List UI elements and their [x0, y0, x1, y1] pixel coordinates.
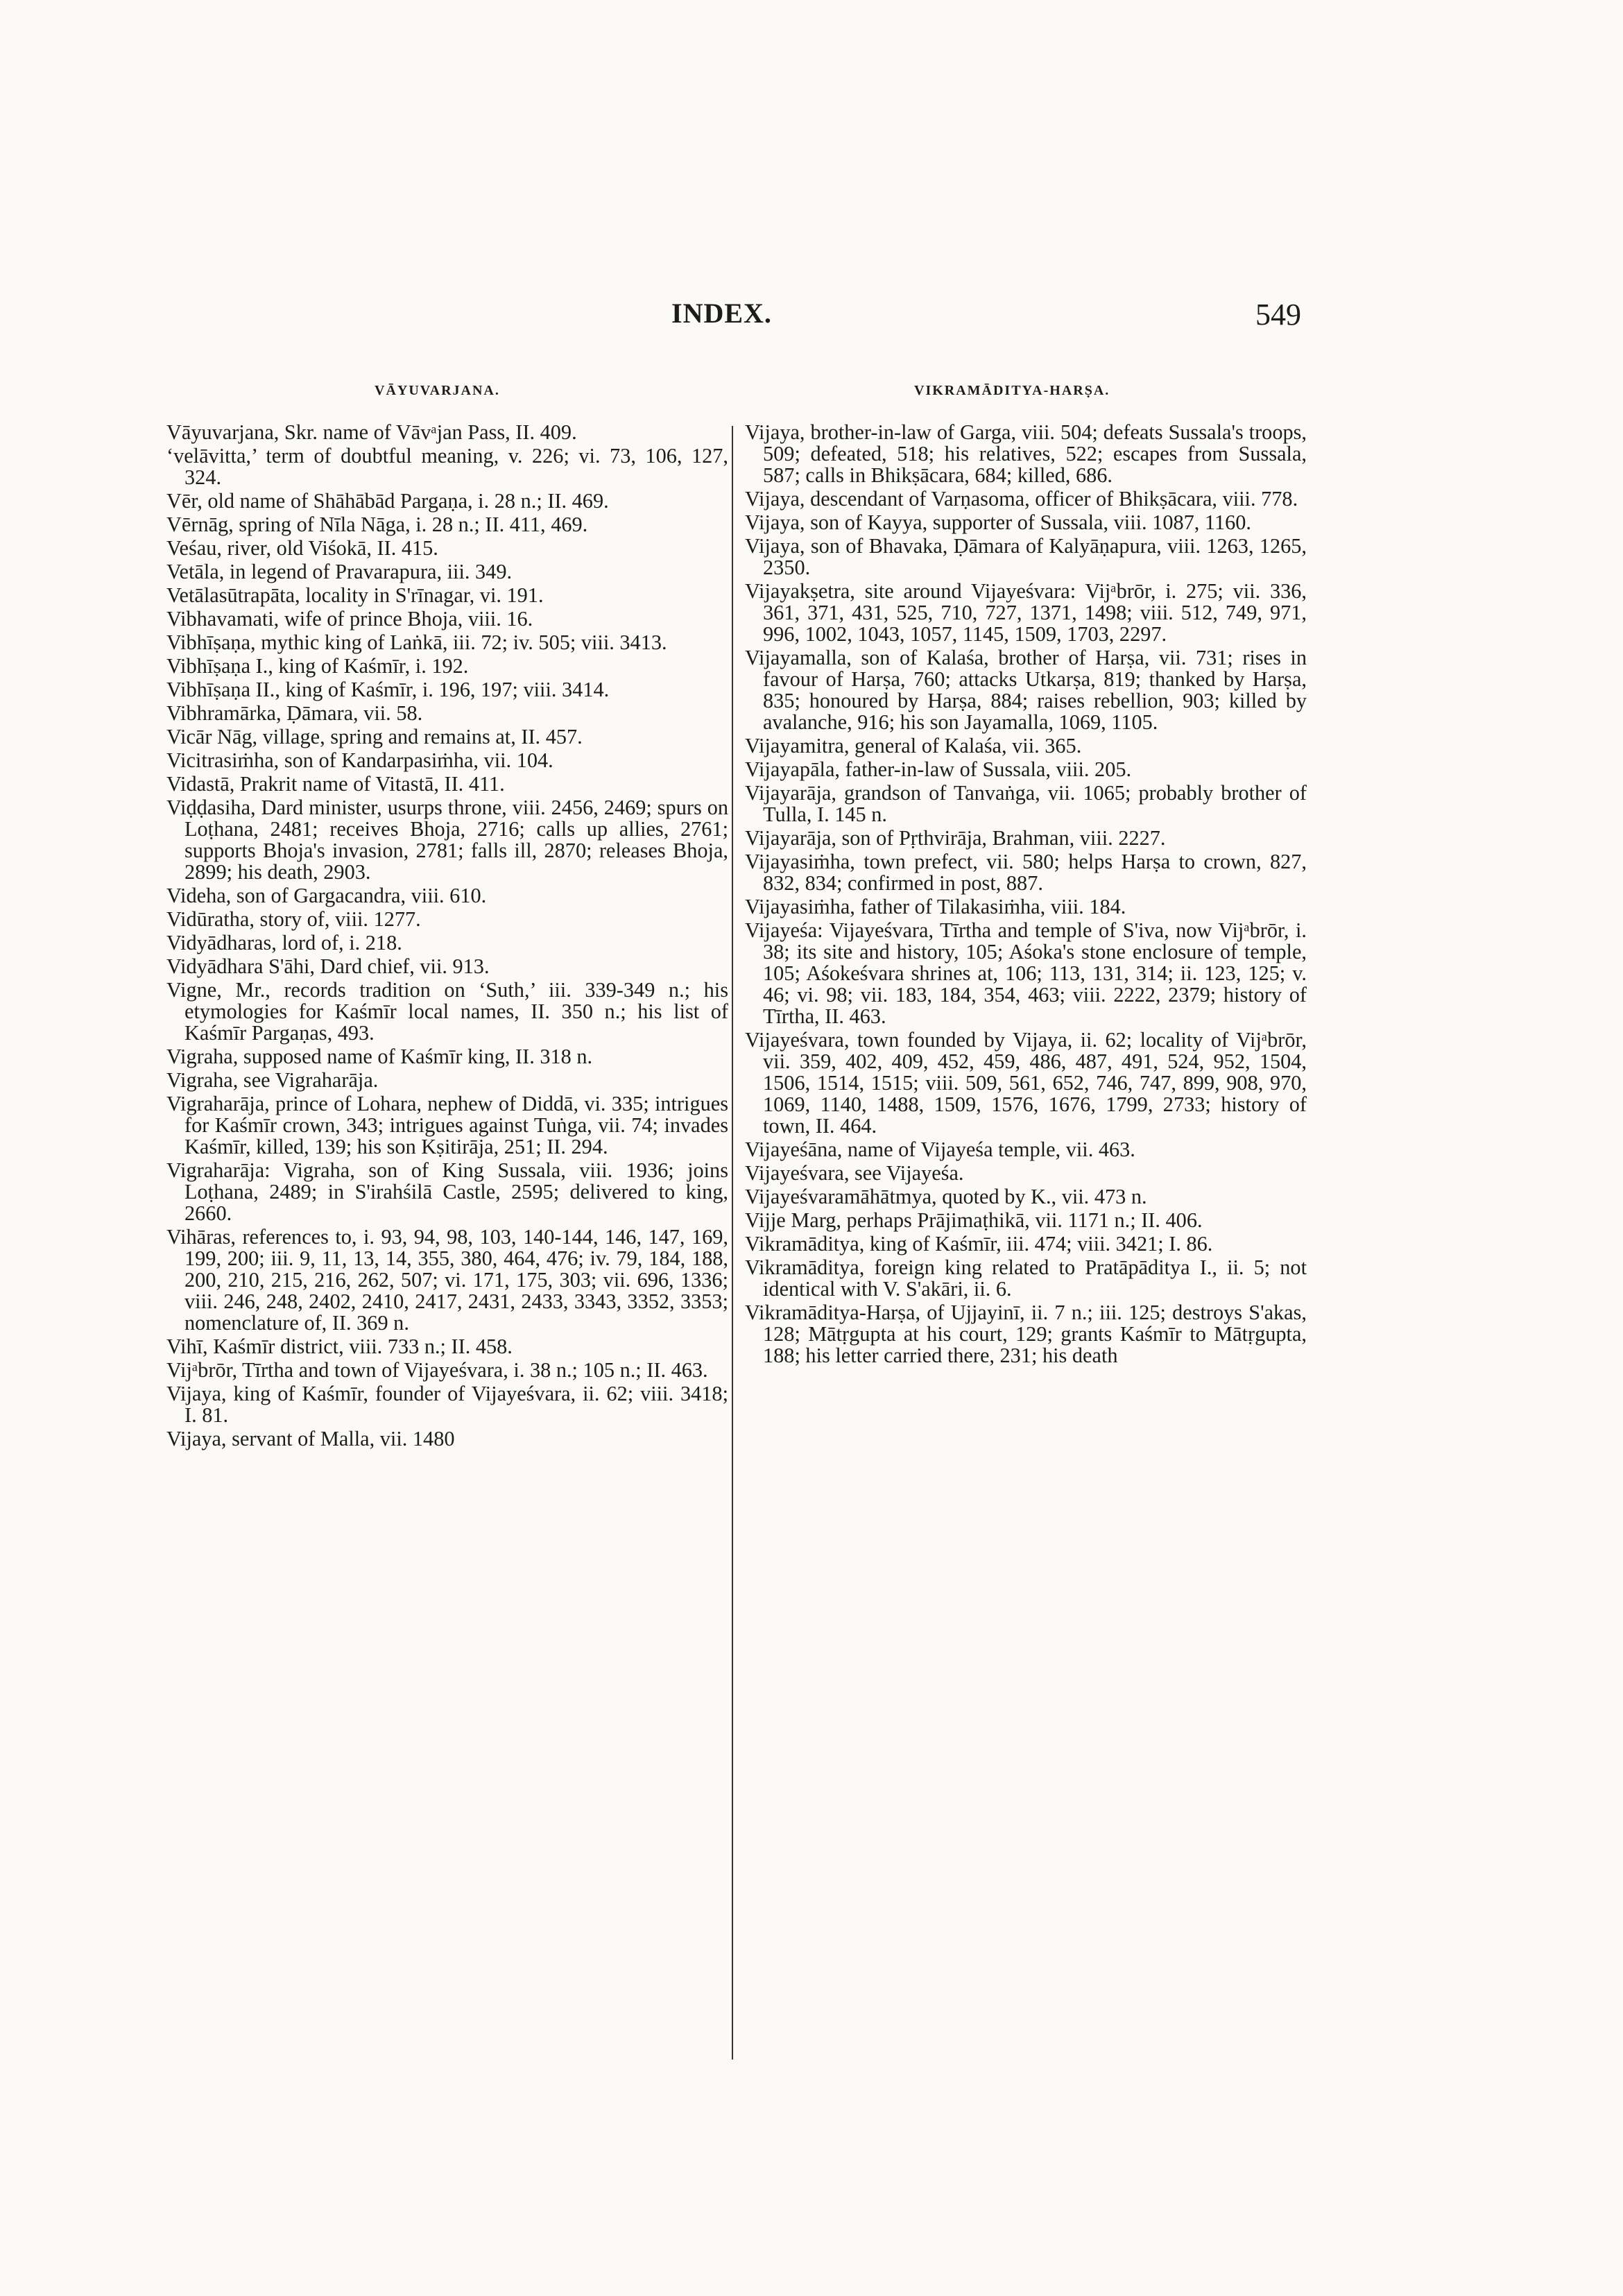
index-entry: Vāyuvarjana, Skr. name of Vāvᵃjan Pass, II. 409.: [166, 420, 577, 444]
index-entry: Vijaya, king of Kaśmīr, founder of Vijayeśvara, ii. 62; viii. 3418; I. 81.: [166, 1382, 728, 1427]
index-entry: Vijaya, brother-in-law of Garga, viii. 504; defeats Sussala's troops, 509; defeated, 518; his relatives, 522; escapes from Sussala, 587; calls in Bhikṣācara, 684; killed, 686.: [745, 420, 1307, 487]
index-entry: Vijayeśvaramāhātmya, quoted by K., vii. 473 n.: [745, 1185, 1147, 1208]
index-entry: Vidūratha, story of, viii. 1277.: [166, 907, 421, 931]
index-entry: Vijayeśa: Vijayeśvara, Tīrtha and temple of S'iva, now Vijᵃbrōr, i. 38; its site and history, 105; Aśoka's stone enclosure of temple, 105; Aśokeśvara shrines at, 106; 113, 131, 314; ii. 123, 125; v. 46; vi. 98; vii. 183, 184, 354, 463; viii. 2222, 2379; history of Tīrtha, II. 463.: [745, 918, 1307, 1028]
index-entry: Vibhīṣaṇa, mythic king of Laṅkā, iii. 72; iv. 505; viii. 3413.: [166, 631, 667, 654]
index-entry: Vijayapāla, father-in-law of Sussala, viii. 205.: [745, 757, 1132, 781]
index-entry: Vihī, Kaśmīr district, viii. 733 n.; II. 458.: [166, 1335, 513, 1358]
index-entry: Vibhīṣaṇa II., king of Kaśmīr, i. 196, 197; viii. 3414.: [166, 678, 610, 701]
index-entry: Vigne, Mr., records tradition on ‘Suth,’ iii. 339-349 n.; his etymologies for Kaśmīr local names, II. 350 n.; his list of Kaśmīr Pargaṇas, 493.: [166, 978, 728, 1045]
index-entry: Vijayarāja, grandson of Tanvaṅga, vii. 1065; probably brother of Tulla, I. 145 n.: [745, 781, 1307, 826]
index-entry: Vikramāditya, king of Kaśmīr, iii. 474; viii. 3421; I. 86.: [745, 1232, 1213, 1256]
index-entry: Vigraharāja, prince of Lohara, nephew of Diddā, vi. 335; intrigues for Kaśmīr crown, 343; intrigues against Tuṅga, vii. 74; invades Kaśmīr, killed, 139; his son Kṣitirāja, 251; II. 294.: [166, 1092, 728, 1158]
index-entry: Vijayeśāna, name of Vijayeśa temple, vii. 463.: [745, 1138, 1135, 1161]
index-entry: Vijayamitra, general of Kalaśa, vii. 365.: [745, 734, 1082, 757]
index-entry: Vetāla, in legend of Pravarapura, iii. 349.: [166, 560, 513, 583]
page-number: 549: [1255, 298, 1301, 332]
index-entry: Vijayasiṁha, father of Tilakasiṁha, viii. 184.: [745, 895, 1126, 918]
index-entry: Vijᵃbrōr, Tīrtha and town of Vijayeśvara, i. 38 n.; 105 n.; II. 463.: [166, 1358, 708, 1382]
index-column-right: [745, 422, 1307, 1369]
index-entry: Vijayarāja, son of Pṛthvirāja, Brahman, viii. 2227.: [745, 826, 1166, 850]
index-entry: Vihāras, references to, i. 93, 94, 98, 103, 140-144, 146, 147, 169, 199, 200; iii. 9, 11, 13, 14, 355, 380, 464, 476; iv. 79, 184, 188, 200, 210, 215, 216, 262, 507; vi. 171, 175, 303; vii. 696, 1336; viii. 246, 248, 2402, 2410, 2417, 2431, 2433, 3343, 3352, 3353; nomenclature of, II. 369 n.: [166, 1225, 728, 1335]
page-header: [0, 297, 1623, 345]
index-entry: Vijaya, son of Bhavaka, Ḍāmara of Kalyāṇapura, viii. 1263, 1265, 2350.: [745, 534, 1307, 579]
index-entry: Vibhīṣaṇa I., king of Kaśmīr, i. 192.: [166, 654, 469, 678]
index-entry: Vijayasiṁha, town prefect, vii. 580; helps Harṣa to crown, 827, 832, 834; confirmed in post, 887.: [745, 850, 1307, 895]
index-column-left: [166, 422, 728, 1452]
index-entry: Vijje Marg, perhaps Prājimaṭhikā, vii. 1171 n.; II. 406.: [745, 1208, 1203, 1232]
running-head-right: VIKRAMĀDITYA-HARṢA.: [914, 383, 1110, 398]
index-entry: Vigraha, supposed name of Kaśmīr king, II. 318 n.: [166, 1045, 593, 1068]
running-head-left: VĀYUVARJANA.: [375, 383, 500, 398]
index-entry: Vērnāg, spring of Nīla Nāga, i. 28 n.; II. 411, 469.: [166, 513, 588, 536]
index-entry: Vidyādharas, lord of, i. 218.: [166, 931, 402, 954]
index-entry: Vijaya, servant of Malla, vii. 1480: [166, 1427, 455, 1450]
index-entry: Vijayeśvara, see Vijayeśa.: [745, 1161, 964, 1185]
index-entry: Vijayamalla, son of Kalaśa, brother of Harṣa, vii. 731; rises in favour of Harṣa, 760; attacks Utkarṣa, 819; thanked by Harṣa, 835; honoured by Harṣa, 884; raises rebellion, 903; killed by avalanche, 916; his son Jayamalla, 1069, 1105.: [745, 646, 1307, 734]
index-entry: Vetālasūtrapāta, locality in S'rīnagar, vi. 191.: [166, 583, 544, 607]
index-entry: ‘velāvitta,’ term of doubtful meaning, v. 226; vi. 73, 106, 127, 324.: [166, 444, 728, 489]
index-entry: Vikramāditya-Harṣa, of Ujjayinī, ii. 7 n.; iii. 125; destroys S'akas, 128; Mātṛgupta at his court, 129; grants Kaśmīr to Mātṛgupta, 188; his letter carried there, 231; his death: [745, 1301, 1307, 1367]
index-entry: Vibhavamati, wife of prince Bhoja, viii. 16.: [166, 607, 533, 631]
index-entry: Vicār Nāg, village, spring and remains at, II. 457.: [166, 725, 583, 748]
index-entry: Viḍḍasiha, Dard minister, usurps throne, viii. 2456, 2469; spurs on Loṭhana, 2481; receives Bhoja, 2716; calls up allies, 2761; supports Bhoja's invasion, 2781; falls ill, 2870; releases Bhoja, 2899; his death, 2903.: [166, 796, 728, 884]
index-entry: Veśau, river, old Viśokā, II. 415.: [166, 536, 438, 560]
index-entry: Vibhramārka, Ḍāmara, vii. 58.: [166, 701, 423, 725]
index-entry: Vijayakṣetra, site around Vijayeśvara: Vijᵃbrōr, i. 275; vii. 336, 361, 371, 431, 525, 710, 727, 1371, 1498; viii. 512, 749, 971, 996, 1002, 1043, 1057, 1145, 1509, 1703, 2297.: [745, 579, 1307, 646]
index-entry: Vikramāditya, foreign king related to Pratāpāditya I., ii. 5; not identical with V. S'akāri, ii. 6.: [745, 1256, 1307, 1301]
index-entry: Vijaya, descendant of Varṇasoma, officer of Bhikṣācara, viii. 778.: [745, 487, 1298, 511]
index-entry: Vigraha, see Vigraharāja.: [166, 1068, 379, 1092]
index-entry: Vidastā, Prakrit name of Vitastā, II. 411.: [166, 772, 505, 796]
index-entry: Vēr, old name of Shāhābād Pargaṇa, i. 28 n.; II. 469.: [166, 489, 609, 513]
index-entry: Videha, son of Gargacandra, viii. 610.: [166, 884, 487, 907]
column-divider: [732, 426, 733, 2059]
page-title: INDEX.: [671, 298, 772, 329]
index-entry: Vijayeśvara, town founded by Vijaya, ii. 62; locality of Vijᵃbrōr, vii. 359, 402, 409, 452, 459, 486, 487, 491, 524, 952, 1504, 1506, 1514, 1515; viii. 509, 561, 652, 746, 747, 899, 908, 970, 1069, 1140, 1488, 1509, 1576, 1676, 1799, 2733; history of town, II. 464.: [745, 1028, 1307, 1138]
index-entry: Vicitrasiṁha, son of Kandarpasiṁha, vii. 104.: [166, 748, 553, 772]
index-entry: Vigraharāja: Vigraha, son of King Sussala, viii. 1936; joins Loṭhana, 2489; in S'irahśilā Castle, 2595; delivered to king, 2660.: [166, 1158, 728, 1225]
index-entry: Vijaya, son of Kayya, supporter of Sussala, viii. 1087, 1160.: [745, 511, 1251, 534]
index-entry: Vidyādhara S'āhi, Dard chief, vii. 913.: [166, 954, 490, 978]
